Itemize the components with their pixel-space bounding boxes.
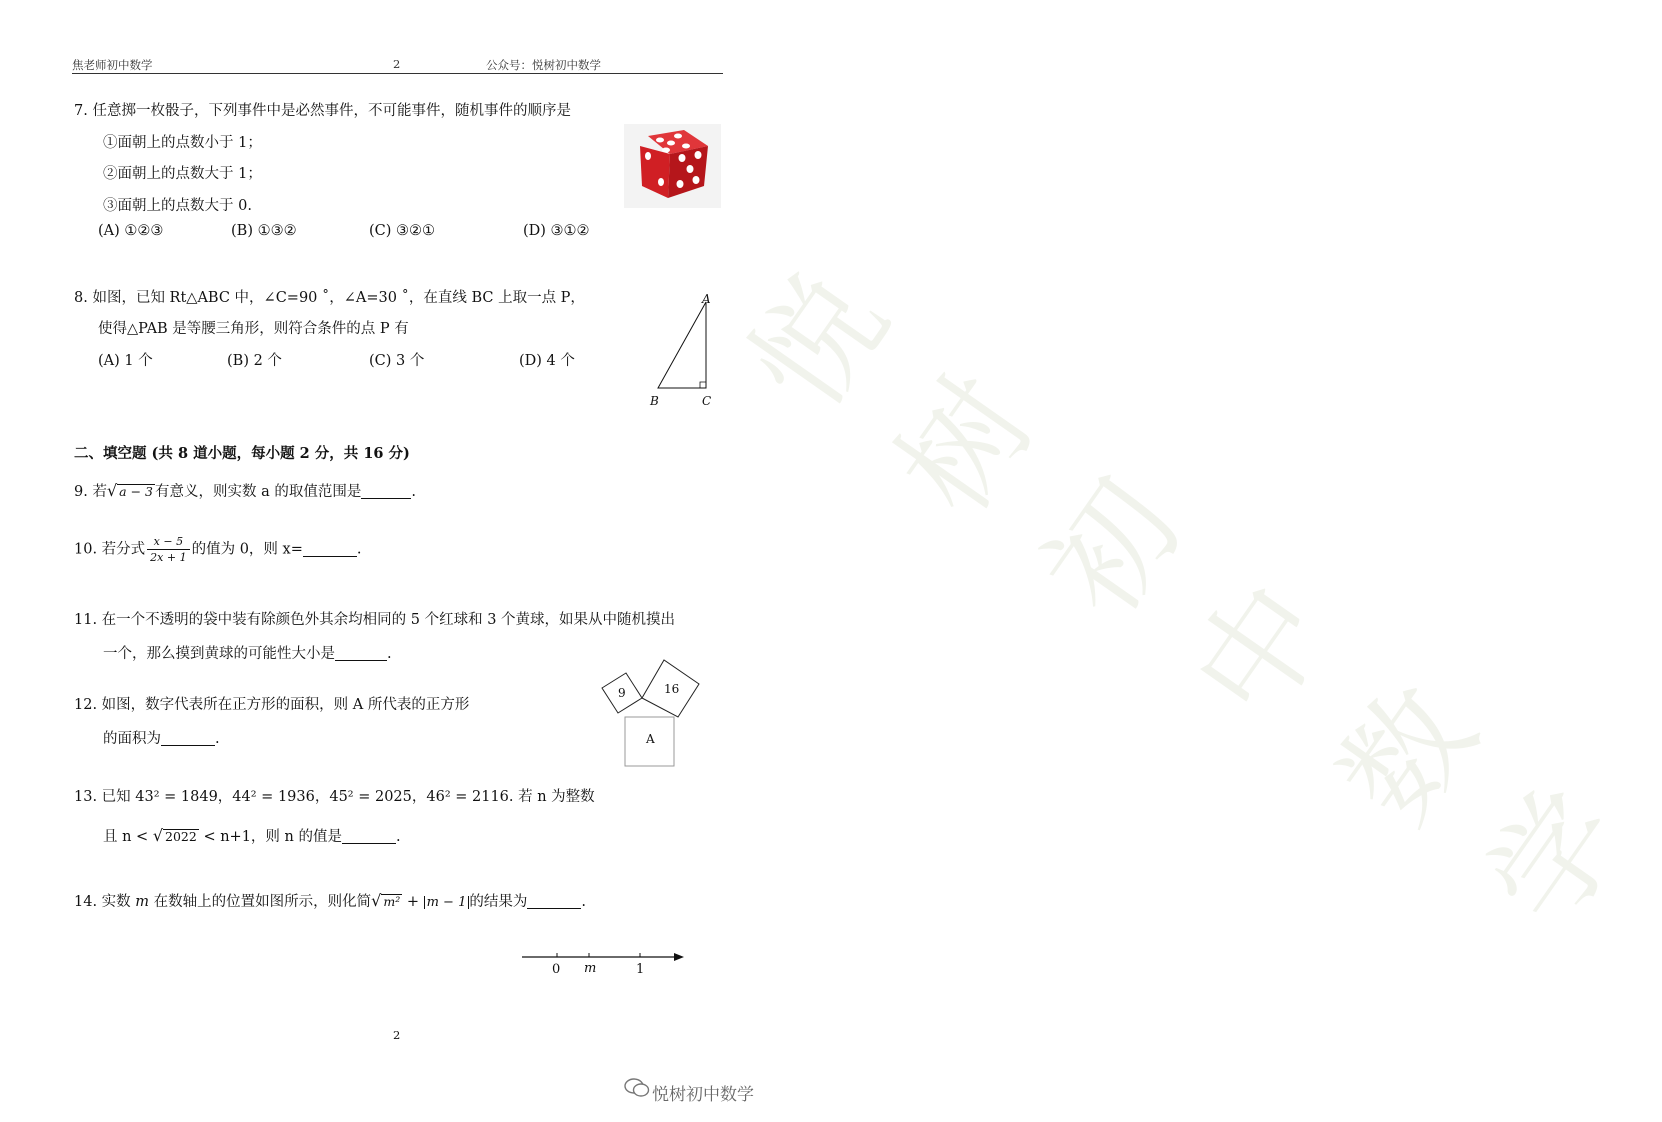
q8-option-a: (A) 1 个 xyxy=(98,353,153,369)
triangle-label-b: B xyxy=(650,394,659,408)
sqrt-symbol: √ xyxy=(371,891,382,910)
header-rule xyxy=(72,73,723,74)
q7-option-d: (D) ③①② xyxy=(523,223,590,239)
sqrt-symbol: √ xyxy=(152,826,164,845)
q11-answer-blank xyxy=(335,646,387,661)
q14-sqrt-content: m² xyxy=(383,894,401,909)
q10-text: 10. 若分式 $\frac{x - 5}{2x + 1}$ 的值为 0，则 x= . xyxy=(74,535,362,564)
q14-var: m xyxy=(135,894,150,910)
q9-radicand: a − 3 xyxy=(119,484,153,499)
triangle-figure xyxy=(648,290,718,408)
squares-figure xyxy=(600,660,704,768)
q10-numerator: x − 5 xyxy=(147,536,189,550)
q8-line-2: 使得△PAB 是等腰三角形，则符合条件的点 P 有 xyxy=(98,321,409,337)
q14-abs-value: m − 1 xyxy=(424,896,470,909)
q14-answer-blank xyxy=(527,894,581,909)
axis-label-0: 0 xyxy=(552,962,561,977)
q14-mid: 在数轴上的位置如图所示，则化简 xyxy=(153,894,372,910)
header-account: 公众号：悦树初中数学 xyxy=(486,58,601,72)
triangle-label-c: C xyxy=(702,394,712,408)
brand-watermark: 悦树初中数学 xyxy=(652,1085,754,1105)
q12-line-2-text: 的面积为 xyxy=(103,731,161,747)
axis-label-1: 1 xyxy=(636,962,645,977)
q12-line-2: 的面积为 . xyxy=(103,731,220,747)
q11-line-2-text: 一个，那么摸到黄球的可能性大小是 xyxy=(103,646,335,662)
q7-option-c: (C) ③②① xyxy=(369,223,436,239)
q13-radicand: 2022 xyxy=(165,829,197,844)
q8-option-c: (C) 3 个 xyxy=(369,353,425,369)
q7-item-1: ①面朝上的点数小于 1； xyxy=(103,135,262,151)
footer-page-number: 2 xyxy=(393,1028,401,1042)
q7-item-3: ③面朝上的点数大于 0. xyxy=(103,198,252,214)
square-label-9: 9 xyxy=(618,686,626,700)
q9-text: 9. 若√ a − 3 有意义，则实数 a 的取值范围是 . xyxy=(74,481,416,500)
triangle-label-a: A xyxy=(702,292,711,306)
q13-answer-blank xyxy=(342,829,396,844)
q7-option-b: (B) ①③② xyxy=(231,223,297,239)
q11-line-1: 11. 在一个不透明的袋中装有除颜色外其余均相同的 5 个红球和 3 个黄球，如果从中随机摸出 xyxy=(74,612,676,628)
q10-mid: 的值为 0，则 x= xyxy=(191,541,303,558)
number-line xyxy=(520,950,686,964)
q8-line-1: 8. 如图，已知 Rt△ABC 中，∠C=90 ˚，∠A=30 ˚，在直线 BC 上取一点 P， xyxy=(74,290,585,306)
q7-stem: 7. 任意掷一枚骰子，下列事件中是必然事件，不可能事件，随机事件的顺序是 xyxy=(74,103,571,119)
q9-suffix: 有意义，则实数 a 的取值范围是 xyxy=(154,484,362,500)
q14-text: 14. 实数 m 在数轴上的位置如图所示，则化简√ m² + m − 1 的结果为 . xyxy=(74,891,586,910)
wechat-icon xyxy=(624,1078,650,1102)
q9-answer-blank xyxy=(361,484,411,499)
square-label-16: 16 xyxy=(664,682,680,696)
q10-denominator: 2x + 1 xyxy=(150,551,187,564)
background-watermark: 悦树初中数学 xyxy=(723,241,1658,952)
axis-label-m: m xyxy=(584,961,597,976)
q7-option-a: (A) ①②③ xyxy=(98,223,164,239)
q9-prefix: 9. 若 xyxy=(74,484,107,500)
sqrt-symbol: √ xyxy=(106,481,118,500)
q12-answer-blank xyxy=(161,731,215,746)
dice-image xyxy=(624,124,721,208)
q11-line-2: 一个，那么摸到黄球的可能性大小是 . xyxy=(103,646,392,662)
q10-fraction xyxy=(147,536,189,563)
header-page-number: 2 xyxy=(393,57,401,71)
q13-line-2-pre: 且 n < xyxy=(103,829,149,845)
q12-line-1: 12. 如图，数字代表所在正方形的面积，则 A 所代表的正方形 xyxy=(74,697,470,713)
q8-option-d: (D) 4 个 xyxy=(519,353,575,369)
square-label-a: A xyxy=(646,732,655,746)
q7-item-2: ②面朝上的点数大于 1； xyxy=(103,166,262,182)
q13-line-1: 13. 已知 43² = 1849，44² = 1936，45² = 2025，46² = 2116. 若 n 为整数 xyxy=(74,789,595,805)
q10-answer-blank xyxy=(303,542,357,557)
q10-prefix: 10. 若分式 xyxy=(74,541,146,558)
q13-line-2: 且 n < √ 2022 < n+1，则 n 的值是 . xyxy=(103,826,401,845)
header-author: 焦老师初中数学 xyxy=(72,58,153,72)
q13-line-2-post: < n+1，则 n 的值是 xyxy=(203,829,342,845)
q14-prefix: 14. 实数 xyxy=(74,894,131,910)
q14-suffix: 的结果为 xyxy=(469,894,528,910)
q8-option-b: (B) 2 个 xyxy=(227,353,282,369)
section-fill-in-title: 二、填空题 (共 8 道小题，每小题 2 分，共 16 分) xyxy=(74,445,410,462)
